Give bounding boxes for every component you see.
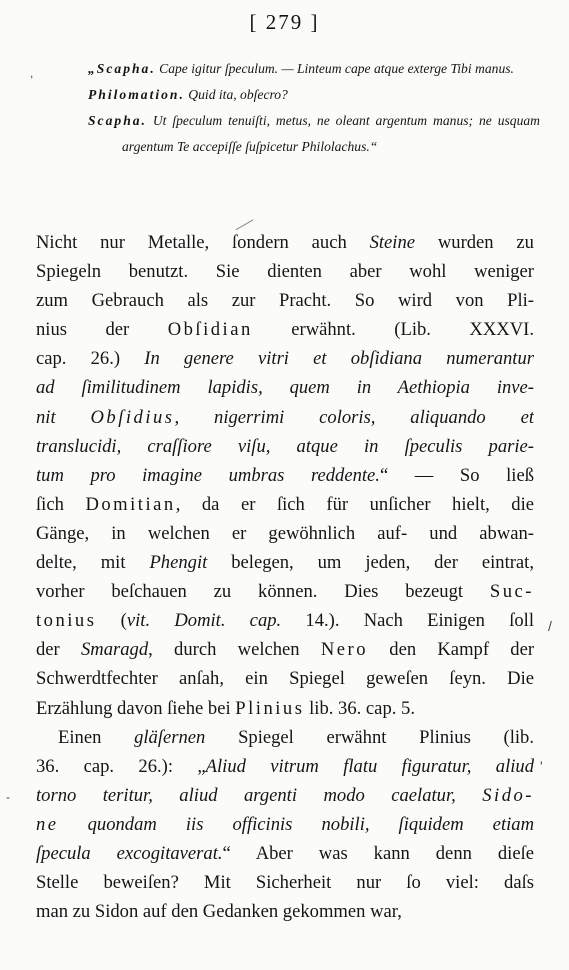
text-line [36,577,534,606]
text-line [36,257,534,286]
text-run: Philomation. [88,87,185,102]
text-run: Spiegeln benutzt. Sie dienten aber wohl weniger [36,261,534,283]
text-run: Gänge, in welchen er gewöhnlich auf- und abwan- [36,522,534,544]
text-run: ſich [36,493,86,515]
text-run: delte, mit [36,552,150,574]
margin-mark: , [30,66,34,80]
text-line [36,664,534,693]
text-run: man zu Sidon auf den Gedanken gekommen war, [36,901,402,923]
text-run: Erzählung davon ſiehe bei [36,697,236,719]
text-run: Phengit [149,552,208,574]
text-run: quondam iis officinis nobili, ſiquidem etiam [58,813,534,835]
text-line [36,548,534,577]
text-line [36,461,534,490]
text-run: gläſernen [134,726,206,748]
text-run: Sido- [482,784,534,806]
paragraph [36,228,534,723]
text-run: Einen [58,726,135,748]
text-run: tonius [36,610,97,632]
text-run: nit [36,406,91,428]
quote-line [88,108,540,160]
text-run: den Kampf der [368,639,534,661]
text-run: der [36,639,81,661]
text-run: 14.). Nach Einigen ſoll [281,610,534,632]
text-run: vit. Domit. cap. [126,610,282,632]
text-run: Domitian [85,493,176,515]
text-run: ad ſimilitudinem lapidis, quem in Aethiopia inve- [36,377,534,399]
text-run: Spiegel erwähnt Plinius (lib. [205,726,534,748]
latin-quotation [88,56,540,160]
text-run: Suc- [489,581,534,603]
text-run: 36. cap. 26.): „ [36,755,206,777]
text-run: ne [36,813,59,835]
text-line [36,403,534,432]
text-line [36,635,534,664]
text-run: In genere vitri et obſidiana numerantur [144,348,534,370]
text-run: Quid ita, obſecro? [184,87,288,102]
text-run: Stelle beweiſen? Mit Sicherheit nur ſo viel: daſs [36,872,534,894]
page-number: [ 279 ] [249,10,320,34]
text-line [36,286,534,315]
text-line [36,315,534,344]
text-line [36,694,534,723]
text-run: Nero [320,639,369,661]
text-run: torno teritur, aliud argenti modo caelatur, [36,784,483,806]
quote-line [88,82,540,108]
text-run: „Scapha. [88,61,156,76]
text-run: Obſidian [167,319,253,341]
text-run: vorher beſchauen zu können. Dies bezeugt [36,581,490,603]
text-line [36,839,534,868]
text-run: Aliud vitrum flatu figuratur, aliud [205,755,534,777]
text-line [36,723,534,752]
text-run: zum Gebrauch als zur Pracht. So wird von Pli- [36,290,534,312]
text-run: , durch welchen [148,639,321,661]
quote-line [88,56,540,82]
text-run: Obſidius [90,406,175,428]
text-run: Schwerdtfechter anſah, ein Spiegel geweſen ſeyn. Die [36,668,534,690]
text-line [36,519,534,548]
text-run: tum pro imagine umbras reddente. [36,464,380,486]
text-run: Scapha. [88,113,147,128]
margin-mark: - [6,790,10,804]
margin-mark: / [548,618,552,634]
text-run: , da er ſich für unſicher hielt, die [175,493,534,515]
text-run: lib. 36. cap. 5. [304,697,415,719]
text-line [36,344,534,373]
text-line [36,432,534,461]
text-run: ( [96,610,127,632]
text-run: Nicht nur Metalle, ſondern auch [36,232,370,253]
text-line [36,228,534,257]
text-run: translucidi, craſſiore viſu, atque in ſpeculis parie- [36,435,534,457]
text-run: Plinius [235,697,305,719]
text-line [36,868,534,897]
text-run: Ut ſpeculum tenuiſti, metus, ne oleant argentum manus; ne usquam argentum Te accepiſſe ſuſpicetur Philolachus.“ [122,113,540,154]
text-run: wurden zu [415,232,534,253]
text-run: ſpecula excogitaverat. [36,842,223,864]
text-run: belegen, um jeden, der eintrat, [207,552,534,574]
text-run: erwähnt. (Lib. XXXVI. [252,319,534,341]
text-run: Cape igitur ſpeculum. — Linteum cape atque exterge Tibi manus. [155,61,514,76]
text-run: nius der [36,319,168,341]
text-run: Smaragd [81,639,149,661]
text-line [36,781,534,810]
text-run: “ — So ließ [379,464,534,486]
text-run: cap. 26.) [36,348,145,370]
text-run: , nigerrimi coloris, aliquando et [174,406,534,428]
body-text [36,228,534,926]
margin-mark: ' [540,758,543,774]
text-line [36,373,534,402]
text-run: “ Aber was kann denn dieſe [222,842,534,864]
text-run: Steine [369,232,416,253]
paragraph [36,723,534,927]
text-line [36,606,534,635]
text-line [36,810,534,839]
text-line [36,752,534,781]
text-line [36,490,534,519]
text-line [36,897,534,926]
